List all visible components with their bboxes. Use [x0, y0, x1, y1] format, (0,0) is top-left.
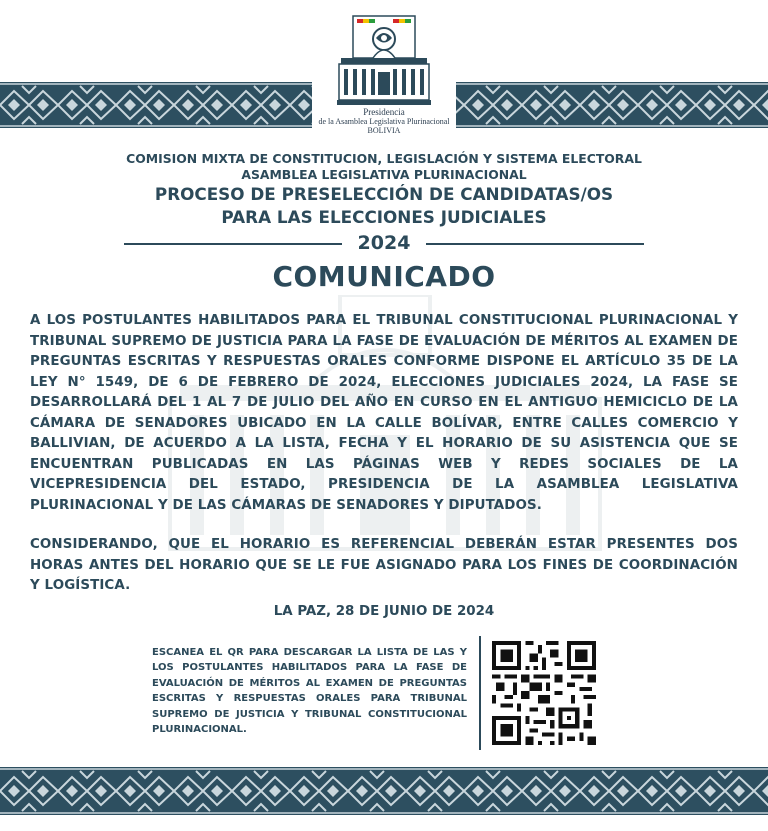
decorative-band-bottom [0, 767, 768, 815]
issue-date: LA PAZ, 28 DE JUNIO DE 2024 [273, 604, 495, 619]
emblem-line-3: BOLIVIA [367, 126, 401, 135]
andean-pattern-icon [0, 767, 768, 815]
qr-code-icon[interactable] [492, 641, 596, 745]
commission-heading: COMISION MIXTA DE CONSTITUCION, LEGISLACIÓN Y SISTEMA ELECTORAL [126, 151, 642, 166]
legislative-palace-emblem-icon [335, 14, 433, 108]
body-paragraph-2: CONSIDERANDO, QUE EL HORARIO ES REFERENCIAL DEBERÁN ESTAR PRESENTES DOS HORAS ANTES DEL HORARIO QUE SE LE FUE ASIGNADO PARA LOS FINES DE COORDINACIÓN Y LOGÍSTICA. [30, 537, 738, 593]
qr-divider [479, 636, 481, 750]
assembly-emblem [312, 14, 456, 146]
year-divider [124, 232, 644, 256]
year-label: 2024 [357, 232, 411, 254]
body-paragraph-1: A LOS POSTULANTES HABILITADOS PARA EL TRIBUNAL CONSTITUCIONAL PLURINACIONAL Y TRIBUNAL SUPREMO DE JUSTICIA PARA LA FASE DE EVALUACIÓN DE MÉRITOS AL EXAMEN DE PREGUNTAS ESCRITAS Y RESPUESTAS ORALES CONFORME DISPONE EL ARTÍCULO 35 DE LA LEY N° 1549, DE 6 DE FEBRERO DE 2024, ELECCIONES JUDICIALES 2024, LA FASE SE DESARROLLARÁ DEL 1 AL 7 DE JULIO DEL AÑO EN CURSO EN EL ANTIGUO HEMICICLO DE LA CÁMARA DE SENADORES UBICADO EN LA CALLE BOLÍVAR, ENTRE CALLES COMERCIO Y BALLIVIAN, DE ACUERDO A LA LISTA, FECHA Y EL HORARIO DE SU ASISTENCIA QUE SE ENCUENTRAN PUBLICADAS EN LAS PÁGINAS WEB Y REDES SOCIALES DE LA VICEPRESIDENCIA DEL ESTADO, PRESIDENCIA DE LA ASAMBLEA LEGISLATIVA PLURINACIONAL Y DE LAS CÁMARAS DE SENADORES Y DIPUTADOS. [30, 313, 738, 513]
process-heading-line-1: PROCESO DE PRESELECCIÓN DE CANDIDATAS/OS [154, 184, 614, 204]
emblem-line-2: de la Asamblea Legislativa Plurinacional [318, 117, 450, 126]
qr-instruction: ESCANEA EL QR PARA DESCARGAR LA LISTA DE LAS Y LOS POSTULANTES HABILITADOS PARA LA FASE DE EVALUACIÓN DE MÉRITOS AL EXAMEN DE PREGUNTAS ESCRITAS Y RESPUESTAS ORALES PARA TRIBUNAL SUPREMO DE JUSTICIA Y TRIBUNAL CONSTITUCIONAL PLURINACIONAL. [152, 647, 467, 736]
process-heading-line-2: PARA LAS ELECCIONES JUDICIALES [221, 207, 547, 227]
page-title: COMUNICADO [272, 260, 496, 293]
assembly-heading: ASAMBLEA LEGISLATIVA PLURINACIONAL [241, 167, 527, 182]
divider-rule-right [426, 243, 644, 245]
emblem-line-1: Presidencia [363, 107, 405, 117]
